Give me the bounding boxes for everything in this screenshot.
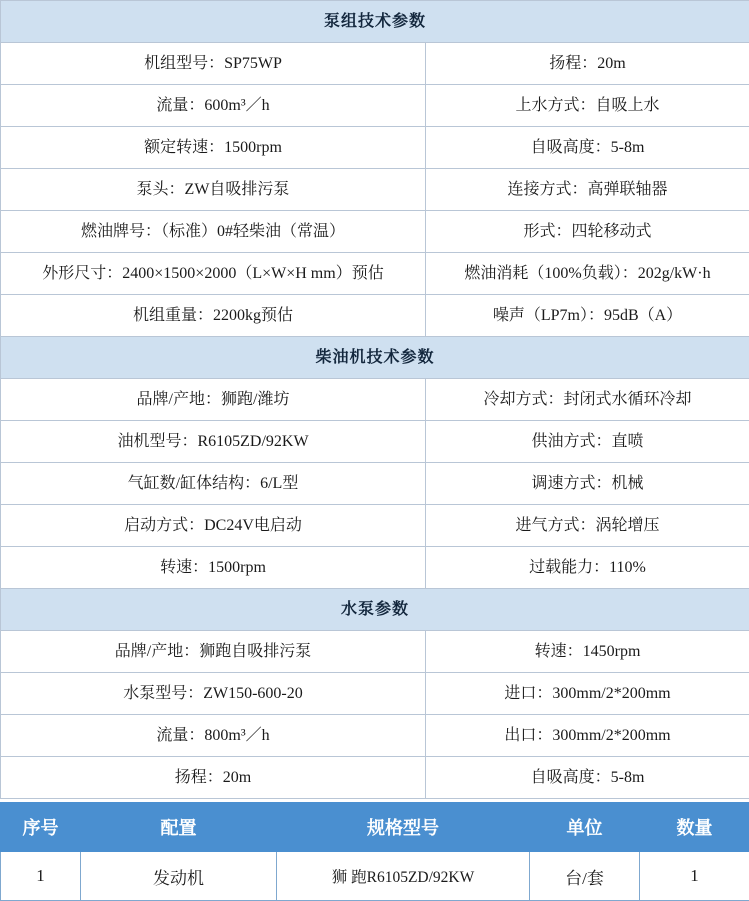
spec-cell: 进气方式：涡轮增压	[426, 505, 749, 547]
cell-model: 狮 跑R6105ZD/92KW	[277, 852, 530, 901]
spec-cell: 扬程：20m	[426, 43, 749, 85]
table-row	[1, 505, 749, 547]
spec-cell: 燃油消耗（100%负载）：202g/kW·h	[426, 253, 749, 295]
table-row	[1, 547, 749, 589]
spec-cell: 连接方式：高弹联轴器	[426, 169, 749, 211]
spec-cell: 流量：800m³／h	[1, 715, 426, 757]
section-title: 泵组技术参数	[1, 1, 749, 43]
spec-cell: 转速：1500rpm	[1, 547, 426, 589]
spec-cell: 过载能力：110%	[426, 547, 749, 589]
spec-cell: 转速：1450rpm	[426, 631, 749, 673]
configuration-table	[0, 802, 749, 901]
table-row	[1, 463, 749, 505]
spec-cell: 进口：300mm/2*200mm	[426, 673, 749, 715]
cell-quantity: 1	[640, 852, 749, 901]
table-row	[1, 852, 749, 901]
table-row	[1, 211, 749, 253]
section-header-row	[1, 589, 749, 631]
spec-cell: 出口：300mm/2*200mm	[426, 715, 749, 757]
spec-cell: 机组重量：2200kg预估	[1, 295, 426, 337]
column-header-index: 序号	[1, 803, 81, 852]
table-row	[1, 295, 749, 337]
table-row	[1, 169, 749, 211]
column-header-model: 规格型号	[277, 803, 530, 852]
section-header-row	[1, 1, 749, 43]
table-row	[1, 253, 749, 295]
spec-cell: 启动方式：DC24V电启动	[1, 505, 426, 547]
cell-configuration: 发动机	[81, 852, 277, 901]
cell-index: 1	[1, 852, 81, 901]
spec-cell: 气缸数/缸体结构：6/L型	[1, 463, 426, 505]
spec-cell: 外形尺寸：2400×1500×2000（L×W×H mm）预估	[1, 253, 426, 295]
spec-cell: 品牌/产地：狮跑自吸排污泵	[1, 631, 426, 673]
table-row	[1, 757, 749, 799]
column-header-quantity: 数量	[640, 803, 749, 852]
spec-cell: 自吸高度：5-8m	[426, 127, 749, 169]
spec-cell: 供油方式：直喷	[426, 421, 749, 463]
spec-cell: 油机型号：R6105ZD/92KW	[1, 421, 426, 463]
spec-cell: 水泵型号：ZW150-600-20	[1, 673, 426, 715]
spec-cell: 泵头：ZW自吸排污泵	[1, 169, 426, 211]
spec-cell: 额定转速：1500rpm	[1, 127, 426, 169]
table-row	[1, 85, 749, 127]
table-row	[1, 127, 749, 169]
spec-cell: 上水方式：自吸上水	[426, 85, 749, 127]
spec-cell: 自吸高度：5-8m	[426, 757, 749, 799]
section-title: 水泵参数	[1, 589, 749, 631]
table-row	[1, 631, 749, 673]
section-header-row	[1, 337, 749, 379]
spec-cell: 燃油牌号：（标准）0#轻柴油（常温）	[1, 211, 426, 253]
spec-cell: 形式：四轮移动式	[426, 211, 749, 253]
column-header-configuration: 配置	[81, 803, 277, 852]
table-row	[1, 715, 749, 757]
spec-cell: 冷却方式：封闭式水循环冷却	[426, 379, 749, 421]
spec-cell: 流量：600m³／h	[1, 85, 426, 127]
spec-cell: 扬程：20m	[1, 757, 426, 799]
cell-unit: 台/套	[530, 852, 640, 901]
configuration-header-row	[1, 803, 749, 852]
table-row	[1, 673, 749, 715]
spec-cell: 调速方式：机械	[426, 463, 749, 505]
column-header-unit: 单位	[530, 803, 640, 852]
table-row	[1, 43, 749, 85]
section-title: 柴油机技术参数	[1, 337, 749, 379]
spec-cell: 机组型号：SP75WP	[1, 43, 426, 85]
spec-cell: 噪声（LP7m）：95dB（A）	[426, 295, 749, 337]
table-row	[1, 421, 749, 463]
spec-cell: 品牌/产地：狮跑/潍坊	[1, 379, 426, 421]
table-row	[1, 379, 749, 421]
